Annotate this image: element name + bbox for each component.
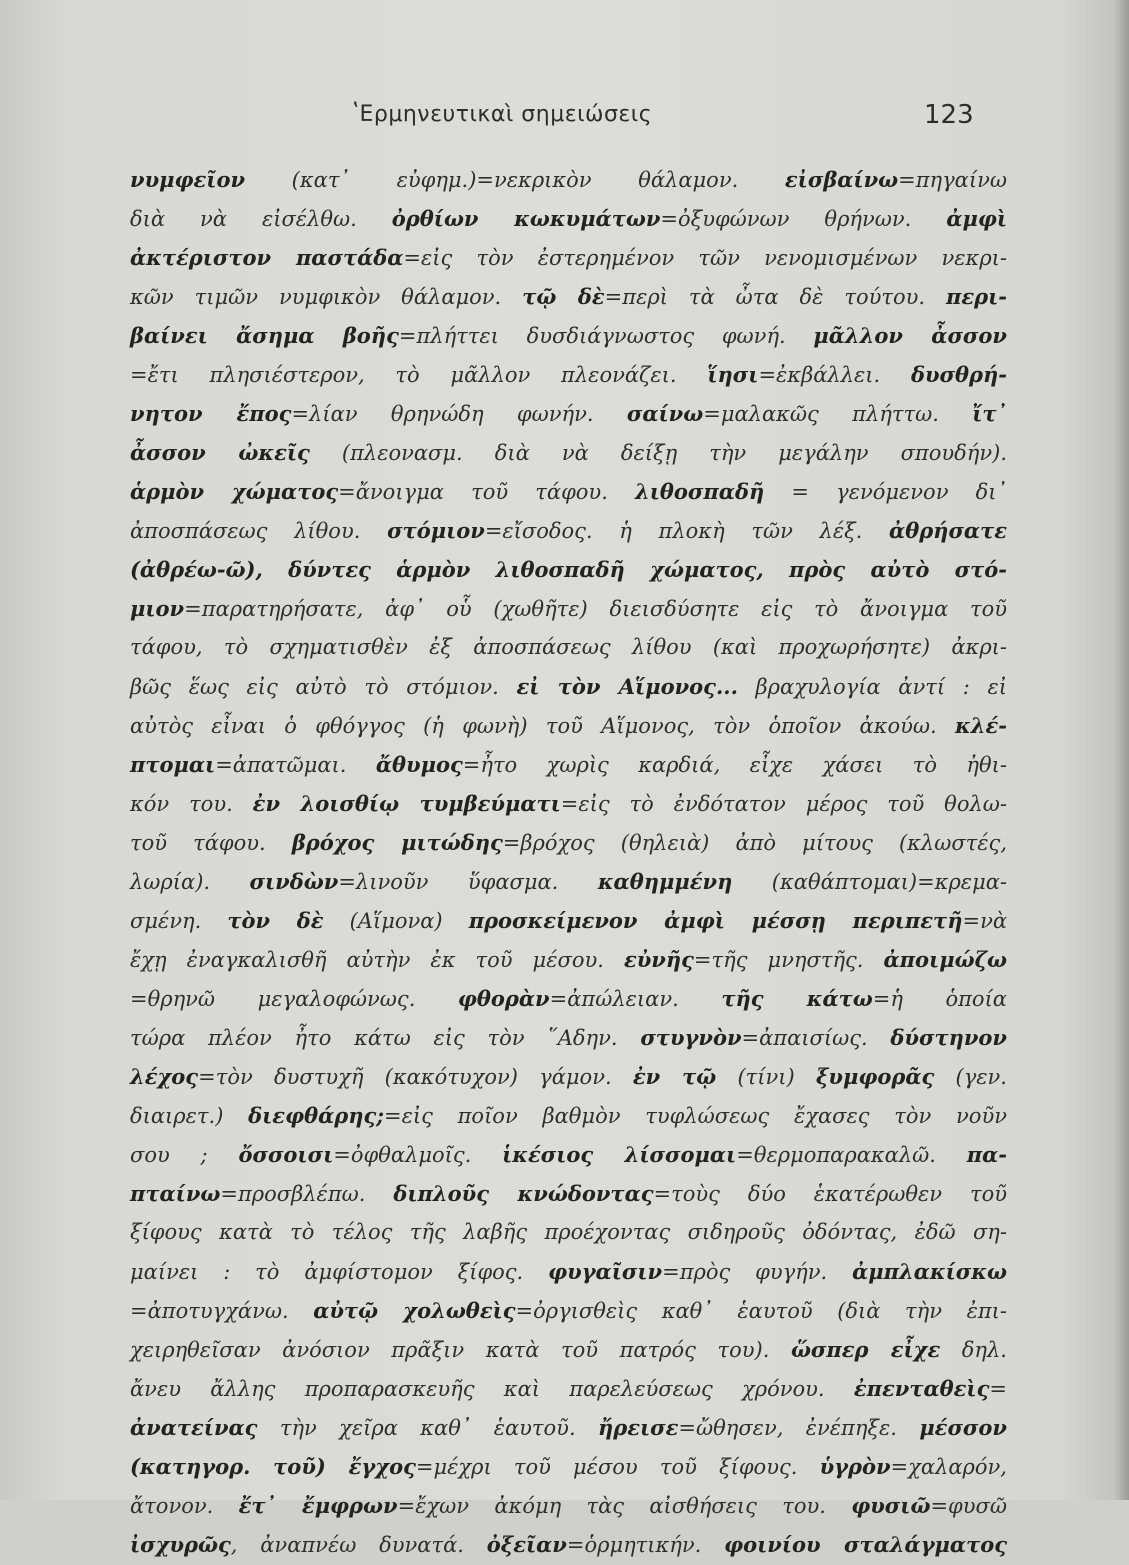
- gloss-text: =ἀπατῶμαι.: [215, 753, 376, 777]
- page-edge: [1113, 0, 1129, 1500]
- gloss-text: =εἰς τὸ ἐνδότατον μέρος τοῦ θολω-: [560, 792, 1008, 816]
- gloss-text: ἄνευ ἄλλης προπαρασκευῆς καὶ παρελεύσεως χρόνου.: [130, 1377, 854, 1401]
- page-header: [0, 100, 1129, 140]
- gloss-text: =παρατηρήσατε, ἀφ᾽ οὗ (χωθῆτε) διεισδύσητε εἰς τὸ ἄνοιγμα τοῦ: [184, 597, 1007, 621]
- headword: βρόχος μιτώδης: [291, 830, 503, 855]
- headword: μιον: [130, 596, 185, 621]
- text-line: [130, 1057, 1007, 1096]
- headword: φυγαῖσιν: [548, 1259, 663, 1284]
- gloss-text: ἄτονον.: [130, 1494, 239, 1518]
- headword: νυμφεῖον: [130, 167, 246, 192]
- text-line: [130, 589, 1007, 628]
- headword: ἀμπλακίσκω: [852, 1259, 1007, 1284]
- headword: ἀποιμώζω: [883, 947, 1008, 972]
- headword: ἴτ᾽: [972, 401, 1007, 426]
- gloss-text: =τοὺς δύο ἑκατέρωθεν τοῦ: [653, 1182, 1008, 1206]
- headword: καθημμένη: [597, 869, 733, 894]
- gloss-text: =ἔχων ἀκόμη τὰς αἰσθήσεις του.: [397, 1494, 852, 1518]
- text-line: [130, 706, 1007, 745]
- headword: ἔτ᾽ ἔμφρων: [238, 1493, 398, 1518]
- gloss-text: βραχυλογία ἀντί : εἰ: [737, 675, 1008, 699]
- text-line: [130, 901, 1007, 940]
- headword: μᾶλλον ἆσσον: [813, 323, 1007, 348]
- gloss-text: (Αἵμονα): [323, 909, 469, 933]
- headword: λέχος: [130, 1064, 199, 1089]
- gloss-text: =λίαν θρηνώδη φωνήν.: [291, 402, 627, 426]
- gloss-text: =περὶ τὰ ὦτα δὲ τούτου.: [604, 285, 947, 309]
- gloss-text: =χαλαρόν,: [890, 1455, 1007, 1479]
- headword: φοινίου σταλάγματος: [724, 1532, 1008, 1557]
- page-number: 123: [924, 100, 974, 130]
- headword: ἀνατείνας: [130, 1415, 258, 1440]
- headword: ἐν τῷ: [632, 1064, 717, 1089]
- gloss-text: κόν του.: [130, 792, 253, 816]
- headword: ἱκέσιος λίσσομαι: [502, 1142, 737, 1167]
- headword: ἀκτέριστον παστάδα: [130, 245, 404, 270]
- text-line: [130, 940, 1007, 979]
- text-line: [130, 1096, 1007, 1135]
- headword: (κατηγορ. τοῦ) ἔγχος: [130, 1454, 416, 1479]
- headword: σαίνω: [626, 401, 704, 426]
- gloss-text: =ἄνοιγμα τοῦ τάφου.: [338, 480, 636, 504]
- gloss-text: =πλήττει δυσδιάγνωστος φωνή.: [398, 324, 814, 348]
- headword: ὀρθίων κωκυμάτων: [391, 206, 661, 231]
- gloss-text: ἔχῃ ἐναγκαλισθῆ αὐτὴν ἐκ τοῦ μέσου.: [130, 948, 624, 972]
- text-line: [130, 1018, 1007, 1057]
- gloss-text: =μέχρι τοῦ μέσου τοῦ ξίφους.: [415, 1455, 820, 1479]
- headword: νητον ἔπος: [130, 401, 292, 426]
- text-line: [130, 1252, 1007, 1291]
- gloss-text: βῶς ἕως εἰς αὐτὸ τὸ στόμιον.: [130, 675, 517, 699]
- text-line: [130, 277, 1007, 316]
- gloss-text: σμένη.: [130, 909, 228, 933]
- headword: σινδὼν: [249, 869, 339, 894]
- gloss-text: , ἀναπνέω δυνατά.: [230, 1533, 487, 1557]
- headword: ὑγρὸν: [819, 1454, 891, 1479]
- headword: ἵησι: [707, 362, 759, 387]
- gloss-text: ξίφους κατὰ τὸ τέλος τῆς λαβῆς προέχοντας σιδηροῦς ὀδόντας, ἐδῶ ση-: [130, 1220, 1007, 1244]
- gloss-text: = γενόμενον δι᾽: [764, 480, 1007, 504]
- text-line: [130, 160, 1007, 199]
- text-line: [130, 1213, 1007, 1252]
- gloss-text: διὰ νὰ εἰσέλθω.: [130, 207, 392, 231]
- text-line: [130, 1447, 1007, 1486]
- headword: διεφθάρης;: [248, 1103, 385, 1128]
- gloss-text: =ὤθησεν, ἐνέπηξε.: [678, 1416, 920, 1440]
- headword: ἆσσον ὠκεῖς: [130, 440, 310, 465]
- gloss-text: ἀποσπάσεως λίθου.: [130, 519, 388, 543]
- headword: εἰ τὸν Αἵμονος...: [516, 674, 738, 699]
- gloss-text: =ἐκβάλλει.: [758, 363, 911, 387]
- text-line: [130, 1330, 1007, 1369]
- gloss-text: =βρόχος (θηλειὰ) ἀπὸ μίτους (κλωστές,: [502, 831, 1007, 855]
- text-line: [130, 1174, 1007, 1213]
- headword: ἀθρήσατε: [889, 518, 1007, 543]
- headword: ἐπενταθεὶς: [853, 1376, 990, 1401]
- headword: τῆς κάτω: [721, 986, 873, 1011]
- gloss-text: =θερμοπαρακαλῶ.: [736, 1143, 967, 1167]
- headword: πταίνω: [130, 1181, 221, 1206]
- gloss-text: =εἰς τὸν ἐστερημένον τῶν νενομισμένων νεκρι-: [403, 246, 1007, 270]
- headword: ἀμφὶ: [946, 206, 1008, 231]
- gloss-text: (τίνι): [716, 1065, 816, 1089]
- gloss-text: =τὸν δυστυχῆ (κακότυχον) γάμον.: [198, 1065, 633, 1089]
- gloss-text: =νὰ: [962, 909, 1008, 933]
- text-line: [130, 1135, 1007, 1174]
- headword: ἰσχυρῶς: [130, 1532, 231, 1557]
- gloss-text: σου ;: [130, 1143, 239, 1167]
- headword: φθορὰν: [457, 986, 550, 1011]
- gloss-text: =ἀπώλειαν.: [549, 987, 722, 1011]
- gloss-text: (κατ᾽ εὐφημ.)=νεκρικὸν θάλαμον.: [245, 168, 785, 192]
- headword: (ἀθρέω-ῶ), δύντες ἁρμὸν λιθοσπαδῆ χώματος, πρὸς αὐτὸ στό-: [130, 557, 1007, 582]
- gloss-text: =ἔτι πλησιέστερον, τὸ μᾶλλον πλεονάζει.: [130, 363, 708, 387]
- gloss-text: =θρηνῶ μεγαλοφώνως.: [130, 987, 458, 1011]
- gloss-text: =ἀπαισίως.: [741, 1026, 891, 1050]
- headword: ἁρμὸν χώματος: [130, 479, 339, 504]
- gloss-text: διαιρετ.): [130, 1104, 249, 1128]
- headword: δυσθρή-: [910, 362, 1007, 387]
- headword: τὸν δὲ: [227, 908, 324, 933]
- gloss-text: κῶν τιμῶν νυμφικὸν θάλαμον.: [130, 285, 523, 309]
- headword: πτομαι: [130, 752, 216, 777]
- gloss-text: =ὁρμητικήν.: [566, 1533, 725, 1557]
- headword: δύστηνον: [890, 1025, 1007, 1050]
- headword: πα-: [966, 1142, 1007, 1167]
- text-line: [130, 316, 1007, 355]
- text-line: [130, 628, 1007, 667]
- gloss-text: =ἀποτυγχάνω.: [130, 1299, 314, 1323]
- headword: εὐνῆς: [623, 947, 694, 972]
- gloss-text: =: [989, 1377, 1007, 1401]
- gloss-text: (γεν.: [934, 1065, 1007, 1089]
- gloss-text: (καθάπτομαι)=κρεμα-: [732, 870, 1007, 894]
- headword: ὀξεῖαν: [486, 1532, 567, 1557]
- headword: ἄθυμος: [375, 752, 463, 777]
- headword: προσκείμενον ἀμφὶ μέσσῃ περιπετῆ: [468, 908, 963, 933]
- gloss-text: =ἦτο χωρὶς καρδιά, εἶχε χάσει τὸ ἠθι-: [462, 753, 1007, 777]
- text-line: [130, 823, 1007, 862]
- text-line: [130, 784, 1007, 823]
- gloss-text: =εἰς ποῖον βαθμὸν τυφλώσεως ἔχασες τὸν νοῦν: [384, 1104, 1007, 1128]
- gloss-text: =ὀξυφώνων θρήνων.: [660, 207, 947, 231]
- text-line: [130, 199, 1007, 238]
- text-line: [130, 472, 1007, 511]
- text-line: [130, 1408, 1007, 1447]
- text-line: [130, 745, 1007, 784]
- gloss-text: =μαλακῶς πλήττω.: [703, 402, 973, 426]
- body-text: [130, 160, 1007, 1564]
- gloss-text: =λινοῦν ὕφασμα.: [338, 870, 598, 894]
- gloss-text: τοῦ τάφου.: [130, 831, 292, 855]
- gloss-text: =φυσῶ: [930, 1494, 1007, 1518]
- gloss-text: =ὀφθαλμοῖς.: [333, 1143, 503, 1167]
- headword: περι-: [946, 284, 1007, 309]
- headword: ὥσπερ εἶχε: [790, 1337, 941, 1362]
- running-head: ʽΕρμηνευτικαὶ σημειώσεις: [352, 102, 653, 127]
- gloss-text: τὴν χεῖρα καθ᾽ ἑαυτοῦ.: [257, 1416, 598, 1440]
- headword: μέσσον: [919, 1415, 1007, 1440]
- headword: τῷ δὲ: [522, 284, 605, 309]
- text-line: [130, 394, 1007, 433]
- text-line: [130, 238, 1007, 277]
- gloss-text: τάφου, τὸ σχηματισθὲν ἐξ ἀποσπάσεως λίθου (καὶ προχωρήσητε) ἀκρι-: [130, 635, 1007, 659]
- gloss-text: =πρὸς φυγήν.: [662, 1260, 853, 1284]
- headword: ὄσσοισι: [238, 1142, 334, 1167]
- text-line: [130, 433, 1007, 472]
- text-line: [130, 550, 1007, 589]
- text-line: [130, 862, 1007, 901]
- gloss-text: =προσβλέπω.: [220, 1182, 394, 1206]
- gloss-text: λωρία).: [130, 870, 250, 894]
- text-line: [130, 1525, 1007, 1564]
- gloss-text: αὐτὸς εἶναι ὁ φθόγγος (ἡ φωνὴ) τοῦ Αἵμονος, τὸν ὁποῖον ἀκούω.: [130, 714, 956, 738]
- gloss-text: δηλ.: [940, 1338, 1007, 1362]
- gloss-text: τώρα πλέον ἦτο κάτω εἰς τὸν ῞Αδην.: [130, 1026, 641, 1050]
- gloss-text: =εἴσοδος. ἡ πλοκὴ τῶν λέξ.: [484, 519, 890, 543]
- headword: κλέ-: [955, 713, 1007, 738]
- gloss-text: (πλεονασμ. διὰ νὰ δείξῃ τὴν μεγάλην σπουδήν).: [309, 441, 1007, 465]
- gloss-text: =ἡ ὁποία: [872, 987, 1007, 1011]
- headword: διπλοῦς κνώδοντας: [393, 1181, 654, 1206]
- text-line: [130, 511, 1007, 550]
- text-line: [130, 1369, 1007, 1408]
- gloss-text: =ὀργισθεὶς καθ᾽ ἑαυτοῦ (διὰ τὴν ἐπι-: [515, 1299, 1007, 1323]
- headword: βαίνει ἄσημα βοῆς: [130, 323, 399, 348]
- text-line: [130, 667, 1007, 706]
- headword: στυγνὸν: [640, 1025, 742, 1050]
- headword: αὐτῷ χολωθεὶς: [313, 1298, 516, 1323]
- headword: ἤρεισε: [597, 1415, 679, 1440]
- gloss-text: χειρηθεῖσαν ἀνόσιον πρᾶξιν κατὰ τοῦ πατρός του).: [130, 1338, 791, 1362]
- headword: ἐν λοισθίῳ τυμβεύματι: [252, 791, 561, 816]
- headword: εἰσβαίνω: [784, 167, 899, 192]
- headword: στόμιον: [387, 518, 485, 543]
- gloss-text: =πηγαίνω: [898, 168, 1007, 192]
- text-line: [130, 979, 1007, 1018]
- text-line: [130, 1486, 1007, 1525]
- gloss-text: =τῆς μνηστῆς.: [693, 948, 884, 972]
- text-line: [130, 1291, 1007, 1330]
- headword: ξυμφορᾶς: [815, 1064, 935, 1089]
- headword: λιθοσπαδῆ: [635, 479, 765, 504]
- gloss-text: μαίνει : τὸ ἀμφίστομον ξίφος.: [130, 1260, 549, 1284]
- text-line: [130, 355, 1007, 394]
- headword: φυσιῶ: [851, 1493, 931, 1518]
